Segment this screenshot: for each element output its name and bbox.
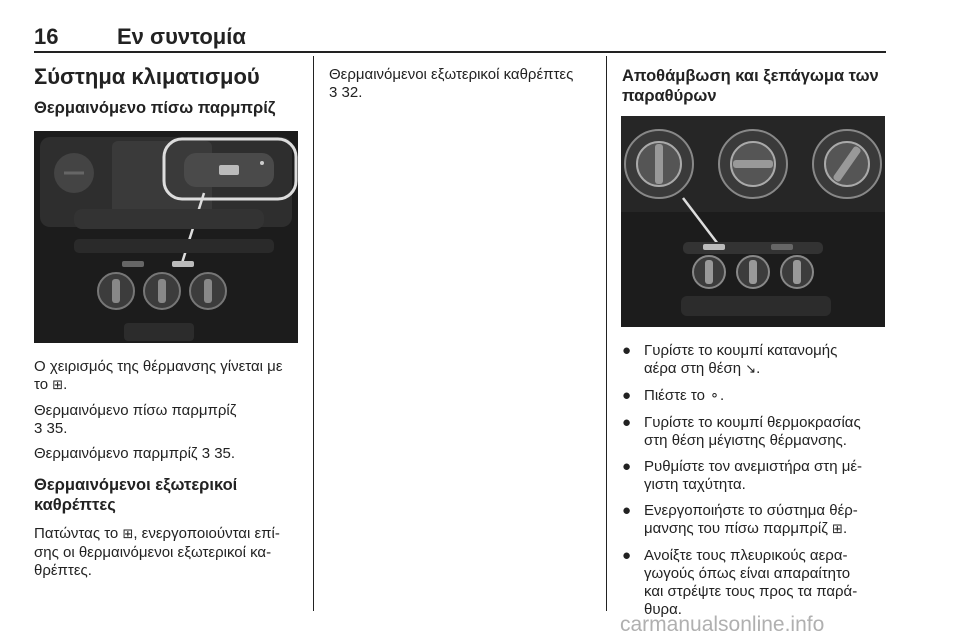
mirrors-line-3: θρέπτες. bbox=[34, 562, 92, 579]
mirrors-paragraph bbox=[34, 525, 302, 580]
bullet-3-line-1: Γυρίστε το κουμπί θερμοκρασίας bbox=[644, 414, 861, 431]
bullet-1-line-2 bbox=[644, 360, 886, 379]
mirrors-line-2: σης οι θερμαινόμενοι εξωτερικοί κα- bbox=[34, 544, 272, 561]
defog-figure bbox=[621, 116, 885, 327]
bullet-1-text: αέρα στη θέση bbox=[644, 360, 746, 377]
list-item bbox=[622, 502, 886, 539]
bullet-1-suffix: . bbox=[756, 360, 761, 377]
rear-window-reference-line-1: Θερμαινόμενο πίσω παρμπρίζ bbox=[34, 402, 237, 419]
bullet-5-line-1: Ενεργοποιήστε το σύστημα θέρ- bbox=[644, 502, 858, 519]
bullet-1-line-1: Γυρίστε το κουμπί κατανομής bbox=[644, 342, 838, 359]
dashboard-illustration bbox=[34, 131, 298, 343]
header-rule bbox=[34, 51, 886, 53]
heating-control-suffix: . bbox=[63, 376, 68, 393]
bullet-4-line-1: Ρυθμίστε τον ανεμιστήρα στη μέ- bbox=[644, 458, 863, 475]
mirrors-line-1-suffix: , ενεργοποιούνται επί- bbox=[133, 525, 280, 542]
bullet-6-line-3: και στρέψτε τους προς τα παρά- bbox=[644, 583, 858, 600]
chapter-title: Εν συντομία bbox=[117, 24, 246, 49]
bullet-6-line-2: γωγούς όπως είναι απαραίτητο bbox=[644, 565, 851, 582]
rear-window-reference bbox=[34, 402, 302, 438]
subsection-rear-window-title: Θερμαινόμενο πίσω παρμπρίζ bbox=[34, 99, 276, 117]
windscreen-reference: Θερμαινόμενο παρμπρίζ 3 35. bbox=[34, 445, 236, 462]
list-item bbox=[622, 387, 886, 406]
bullet-5-text: μανσης του πίσω παρμπρίζ bbox=[644, 520, 833, 537]
left-column bbox=[34, 64, 302, 118]
bullet-6-line-4: θυρα. bbox=[644, 601, 682, 618]
mirrors-reference-line-2: 3 32. bbox=[329, 84, 363, 101]
left-column-text bbox=[34, 358, 302, 580]
subsection-mirrors-title bbox=[34, 475, 302, 515]
heating-control-line-2 bbox=[34, 376, 302, 395]
bullet-2-line-1 bbox=[644, 387, 886, 406]
rear-window-figure bbox=[34, 131, 298, 343]
mirrors-title-line-2: καθρέπτες bbox=[34, 496, 116, 514]
defrost-button-icon: ⚬ bbox=[709, 389, 721, 404]
bullet-2-text: Πιέστε το bbox=[644, 387, 710, 404]
mirrors-reference bbox=[329, 66, 597, 102]
heating-control-line-1: Ο χειρισμός της θέρμανσης γίνεται με bbox=[34, 358, 283, 375]
page-number: 16 bbox=[34, 24, 59, 49]
bullet-2-suffix: . bbox=[720, 387, 725, 404]
heating-control-paragraph bbox=[34, 358, 302, 395]
defog-title bbox=[622, 66, 886, 106]
list-item bbox=[622, 414, 886, 450]
watermark: carmanualsonline.info bbox=[620, 613, 825, 636]
right-column-heading bbox=[622, 66, 886, 106]
bullet-5-line-2 bbox=[644, 520, 886, 539]
mirrors-title-line-1: Θερμαινόμενοι εξωτερικοί bbox=[34, 476, 238, 494]
list-item bbox=[622, 547, 886, 619]
climate-controls-illustration bbox=[621, 116, 885, 327]
bullet-2: ● bbox=[622, 387, 632, 404]
bullet-6: ● bbox=[622, 547, 632, 564]
defog-title-line-1: Αποθάμβωση και ξεπάγωμα των bbox=[622, 67, 879, 85]
heating-control-prefix: το bbox=[34, 376, 53, 393]
bullet-6-line-1: Ανοίξτε τους πλευρικούς αερα- bbox=[644, 547, 848, 564]
section-title: Σύστημα κλιματισμού bbox=[34, 64, 260, 89]
bullet-1: ● bbox=[622, 342, 632, 359]
column-divider-1 bbox=[313, 56, 314, 611]
bullet-4-line-2: γιστη ταχύτητα. bbox=[644, 476, 746, 493]
defog-bullet-list bbox=[622, 342, 886, 619]
middle-column bbox=[329, 66, 597, 102]
rear-window-reference-line-2: 3 35. bbox=[34, 420, 68, 437]
rear-window-heater-icon-3: ⊞ bbox=[832, 522, 843, 537]
bullet-3-line-2: στη θέση μέγιστης θέρμανσης. bbox=[644, 432, 847, 449]
mirrors-line-1 bbox=[34, 525, 302, 544]
bullet-3: ● bbox=[622, 414, 632, 431]
column-divider-2 bbox=[606, 56, 607, 611]
rear-window-heater-icon-2: ⊞ bbox=[122, 527, 134, 542]
bullet-4: ● bbox=[622, 458, 632, 475]
mirrors-reference-line-1: Θερμαινόμενοι εξωτερικοί καθρέπτες bbox=[329, 66, 574, 83]
bullet-5: ● bbox=[622, 502, 632, 519]
list-item bbox=[622, 342, 886, 379]
windscreen-air-distribution-icon: ↘ bbox=[745, 362, 757, 377]
mirrors-line-1-prefix: Πατώντας το bbox=[34, 525, 123, 542]
defog-steps bbox=[622, 342, 886, 627]
list-item bbox=[622, 458, 886, 494]
rear-window-heater-icon: ⊞ bbox=[52, 378, 64, 393]
defog-title-line-2: παραθύρων bbox=[622, 87, 717, 105]
bullet-5-suffix: . bbox=[842, 520, 848, 537]
